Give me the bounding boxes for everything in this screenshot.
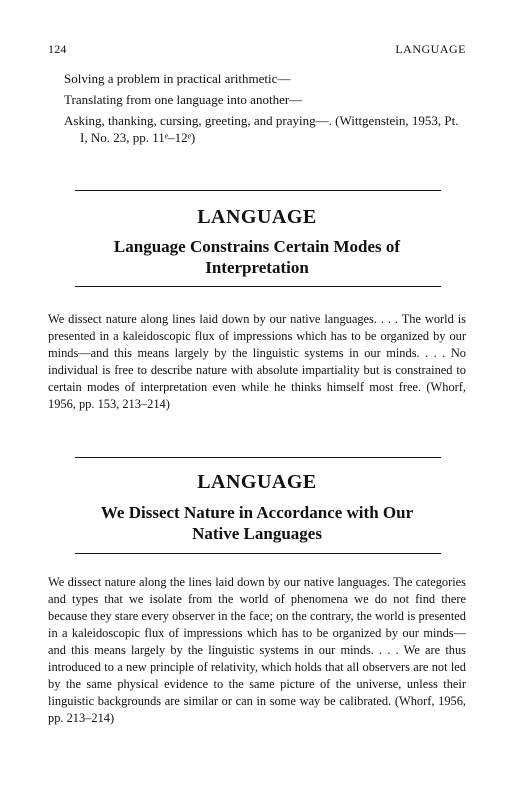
quote-section-2	[48, 457, 466, 757]
list-item: Translating from one language into another—	[64, 92, 303, 107]
section-body: We dissect nature along lines laid down by our native languages. . . . The world is presented in a kaleidoscopic flux of impressions which has to be organized by our minds—and this means largely by the linguistic systems in our minds. . . . No individual is free to describe nature with absolute impartiality but is constrained to certain modes of interpretation even while he thinks himself most free. (Whorf, 1956, pp. 153, 213–214)	[48, 312, 466, 411]
quote-continuation-list	[64, 70, 468, 150]
quote-section-1	[48, 190, 466, 420]
section-subtitle: We Dissect Nature in Accordance with Our Native Languages	[100, 503, 414, 543]
top-rule	[75, 457, 441, 458]
section-title: LANGUAGE	[197, 471, 317, 493]
page-number: 124	[48, 42, 67, 56]
running-title: LANGUAGE	[395, 42, 466, 56]
section-title: LANGUAGE	[197, 206, 317, 228]
page-header	[48, 42, 466, 58]
list-item: Solving a problem in practical arithmetic—	[64, 71, 291, 86]
top-rule	[75, 190, 441, 191]
list-item: Asking, thanking, cursing, greeting, and praying—. (Wittgenstein, 1953, Pt. I, No. 23, pp. 11ᵉ–12ᵉ)	[64, 113, 459, 145]
section-body: We dissect nature along the lines laid down by our native languages. The categories and types that we isolate from the world of phenomena we do not find there because they stare every observer in the face; on the contrary, the world is presented in a kaleidoscopic flux of impressions which has to be organized by our minds—and this means largely by the linguistic systems in our minds. . . . We are thus introduced to a new principle of relativity, which holds that all observers are not led by the same physical evidence to the same picture of the universe, unless their linguistic backgrounds are similar or can in some way be calibrated. (Whorf, 1956, pp. 213–214)	[48, 575, 466, 725]
bottom-rule	[75, 553, 441, 554]
bottom-rule	[75, 286, 441, 287]
section-subtitle: Language Constrains Certain Modes of Interpretation	[113, 237, 401, 277]
